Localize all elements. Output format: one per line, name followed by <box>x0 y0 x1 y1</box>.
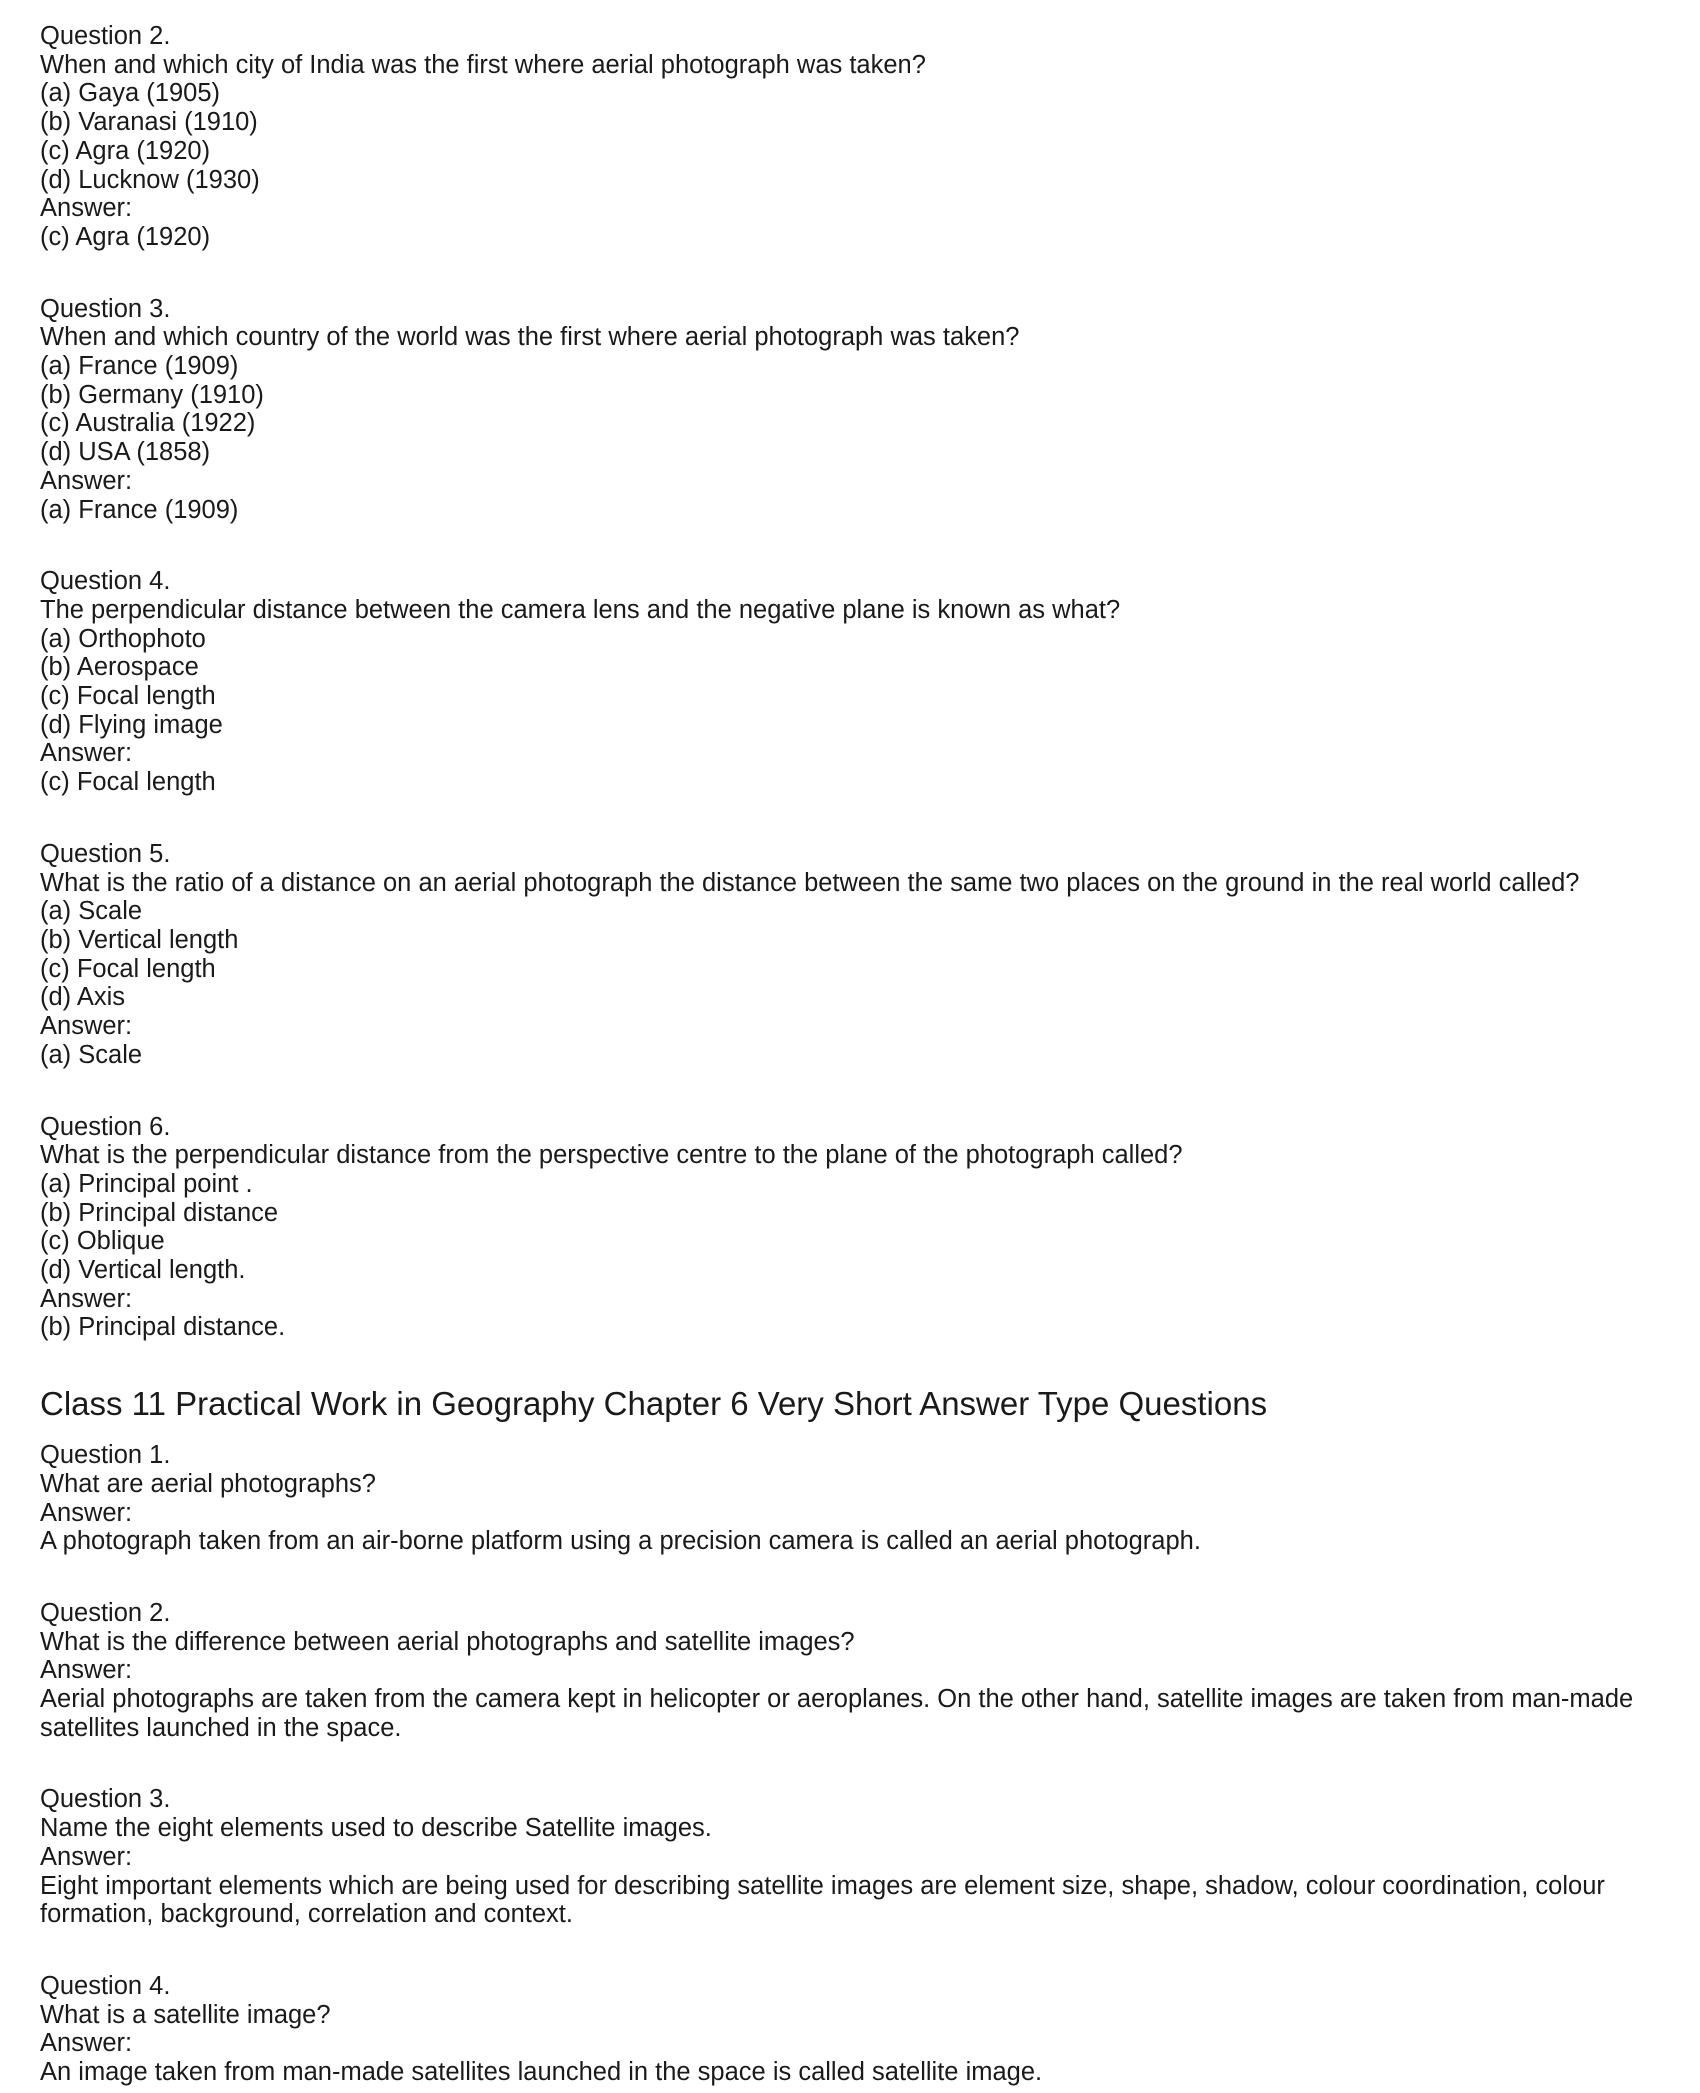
question-label: Question 6. <box>40 1112 171 1141</box>
answer-text: (c) Focal length <box>40 768 216 797</box>
question-text: The perpendicular distance between the camera lens and the negative plane is known as what? <box>40 595 1121 624</box>
spacer <box>40 797 1660 840</box>
spacer <box>40 524 1660 567</box>
option-c: (c) Focal length <box>40 682 216 711</box>
question-text: What is the perpendicular distance from the perspective centre to the plane of the photograph called? <box>40 1141 1183 1170</box>
option-b: (b) Principal distance <box>40 1198 279 1227</box>
option-c: (c) Oblique <box>40 1227 165 1256</box>
option-a: (a) France (1909) <box>40 352 239 381</box>
question-text: When and which city of India was the first where aerial photograph was taken? <box>40 50 926 79</box>
option-d: (d) Vertical length. <box>40 1256 246 1285</box>
option-b: (b) Aerospace <box>40 653 199 682</box>
answer-text: Aerial photographs are taken from the camera kept in helicopter or aeroplanes. On the other hand, satellite images are taken from man-made satellites launched in the space. <box>40 1685 1634 1742</box>
answer-label: Answer: <box>40 1498 133 1527</box>
question-label: Question 4. <box>40 1971 171 2000</box>
answer-label: Answer: <box>40 1842 133 1871</box>
option-a: (a) Scale <box>40 897 143 926</box>
option-a: (a) Gaya (1905) <box>40 79 220 108</box>
document-page <box>40 22 1660 2087</box>
answer-label: Answer: <box>40 1656 133 1685</box>
question-text: What is a satellite image? <box>40 2000 331 2029</box>
answer-text: (b) Principal distance. <box>40 1313 286 1342</box>
vsa-question-2 <box>40 1599 1660 1743</box>
spacer <box>40 1929 1660 1972</box>
question-label: Question 3. <box>40 1785 171 1814</box>
section-heading: Class 11 Practical Work in Geography Chapter 6 Very Short Answer Type Questions <box>40 1385 1268 1423</box>
question-label: Question 3. <box>40 294 171 323</box>
answer-label: Answer: <box>40 1284 133 1313</box>
mcq-question-5 <box>40 840 1660 1070</box>
mcq-question-4 <box>40 567 1660 797</box>
option-d: (d) Axis <box>40 983 126 1012</box>
spacer <box>40 1070 1660 1113</box>
option-d: (d) Flying image <box>40 710 223 739</box>
vsa-question-1 <box>40 1441 1660 1556</box>
question-text: When and which country of the world was the first where aerial photograph was taken? <box>40 323 1020 352</box>
answer-label: Answer: <box>40 466 133 495</box>
question-label: Question 2. <box>40 22 171 50</box>
question-label: Question 4. <box>40 567 171 596</box>
option-b: (b) Germany (1910) <box>40 380 264 409</box>
question-text: What is the difference between aerial photographs and satellite images? <box>40 1627 855 1656</box>
mcq-question-2 <box>40 22 1660 252</box>
option-b: (b) Vertical length <box>40 925 239 954</box>
answer-text: (a) Scale <box>40 1040 143 1069</box>
spacer <box>40 1742 1660 1785</box>
answer-label: Answer: <box>40 1012 133 1041</box>
option-b: (b) Varanasi (1910) <box>40 108 258 137</box>
option-d: (d) USA (1858) <box>40 438 211 467</box>
answer-label: Answer: <box>40 2029 133 2058</box>
option-c: (c) Australia (1922) <box>40 409 256 438</box>
question-text: What are aerial photographs? <box>40 1469 376 1498</box>
question-label: Question 1. <box>40 1441 171 1470</box>
option-d: (d) Lucknow (1930) <box>40 165 260 194</box>
option-c: (c) Focal length <box>40 954 216 983</box>
answer-label: Answer: <box>40 739 133 768</box>
vsa-question-4 <box>40 1972 1660 2087</box>
spacer <box>40 1556 1660 1599</box>
answer-text: An image taken from man-made satellites launched in the space is called satellite image. <box>40 2058 1043 2087</box>
question-text: Name the eight elements used to describe Satellite images. <box>40 1814 712 1843</box>
question-text: What is the ratio of a distance on an aerial photograph the distance between the same two places on the ground in the real world called? <box>40 868 1580 897</box>
mcq-question-3 <box>40 295 1660 525</box>
vsa-question-3 <box>40 1785 1660 1929</box>
question-label: Question 5. <box>40 839 171 868</box>
option-a: (a) Orthophoto <box>40 624 206 653</box>
answer-text: Eight important elements which are being used for describing satellite images are element size, shape, shadow, colour coordination, colour formation, background, correlation and context. <box>40 1871 1605 1929</box>
answer-text: (c) Agra (1920) <box>40 222 211 251</box>
option-c: (c) Agra (1920) <box>40 136 211 165</box>
option-a: (a) Principal point . <box>40 1169 253 1198</box>
mcq-question-6 <box>40 1113 1660 1343</box>
section-heading-wrap <box>40 1385 1660 1423</box>
question-label: Question 2. <box>40 1598 171 1627</box>
answer-text: (a) France (1909) <box>40 495 239 524</box>
answer-text: A photograph taken from an air-borne platform using a precision camera is called an aerial photograph. <box>40 1527 1201 1556</box>
spacer <box>40 252 1660 295</box>
answer-label: Answer: <box>40 194 133 223</box>
